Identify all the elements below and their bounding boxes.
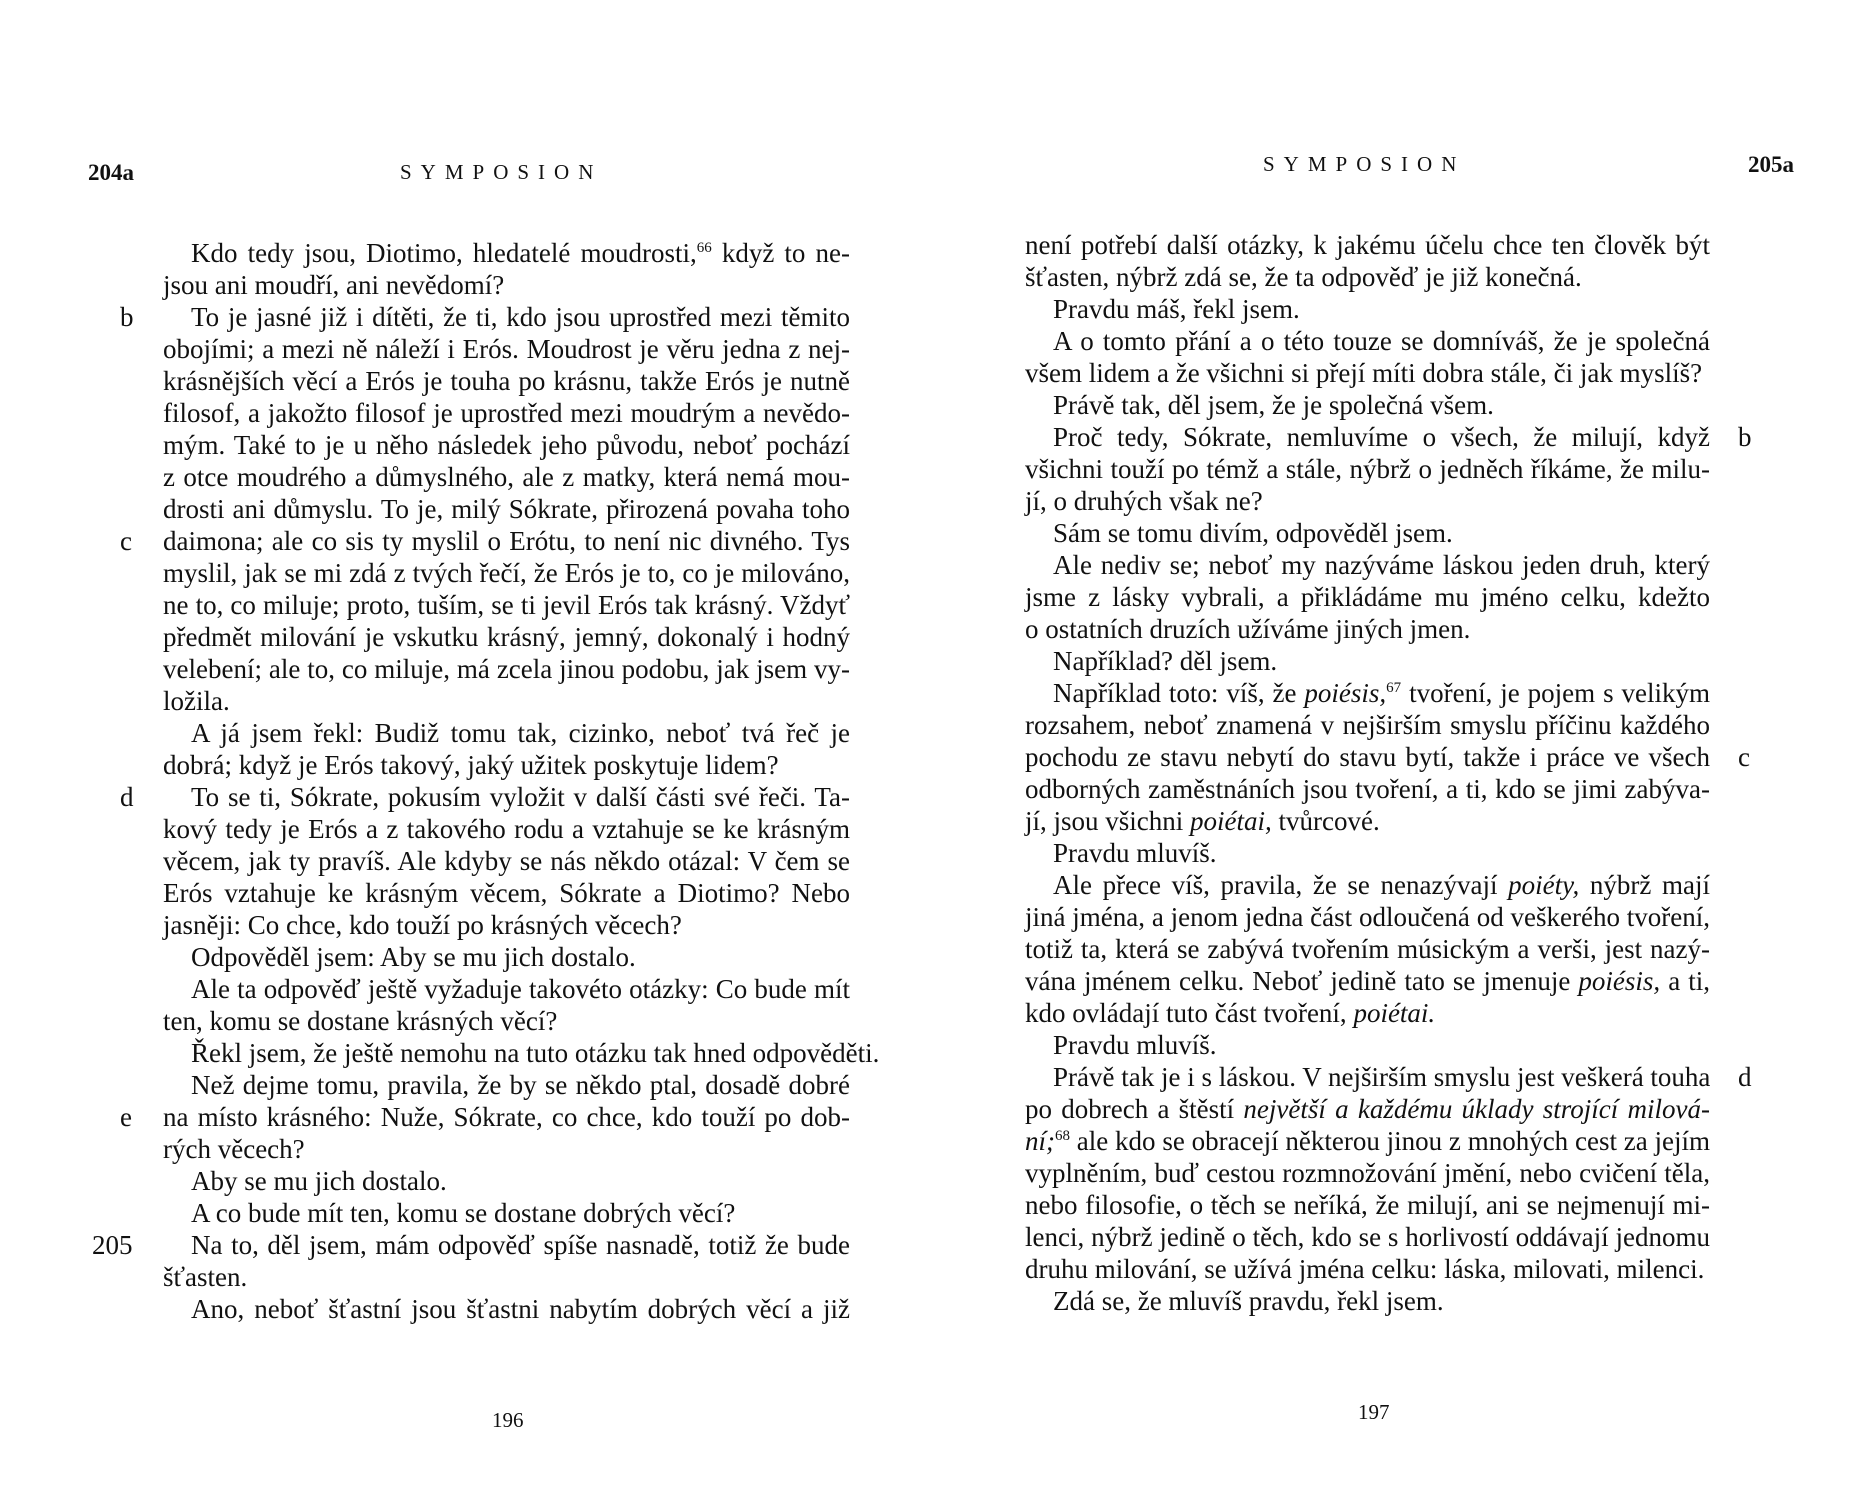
text-line: vána jménem celku. Neboť jedině tato se jmenuje poiésis, a ti,	[1025, 966, 1710, 996]
running-title: SYMPOSION	[1263, 152, 1466, 176]
text-line: rých věcech?	[163, 1134, 305, 1164]
text-line: jasněji: Co chce, kdo touží po krásných věcech?	[163, 910, 682, 940]
text-line: mým. Také to je u něho následek jeho původu, neboť pochází	[163, 430, 850, 460]
text-line: ten, komu se dostane krásných věcí?	[163, 1006, 558, 1036]
text-line: Erós vztahuje ke krásným věcem, Sókrate a Diotimo? Nebo	[163, 878, 850, 908]
text-line: Na to, děl jsem, mám odpověď spíše nasnadě, totiž že bude	[191, 1230, 850, 1260]
text-line: Aby se mu jich dostalo.	[191, 1166, 447, 1196]
text-line: Pravdu mluvíš.	[1053, 1030, 1217, 1060]
footnote-ref: 68	[1055, 1128, 1070, 1144]
text-line: nebo filosofie, o těch se neříká, že milují, ani se nejmenují mi-	[1025, 1190, 1710, 1220]
text-line: obojími; a mezi ně náleží i Erós. Moudrost je věru jedna z nej-	[163, 334, 850, 364]
margin-mark-b: b	[120, 302, 134, 332]
text-line: Ale přece víš, pravila, že se nenazývají poiéty, nýbrž mají	[1053, 870, 1710, 900]
text-line: není potřebí další otázky, k jakému účelu chce ten člověk být	[1025, 230, 1710, 260]
margin-mark-c: c	[120, 526, 132, 556]
text-line: šťasten, nýbrž zdá se, že ta odpověď je již konečná.	[1025, 262, 1582, 292]
text-line: jsou ani moudří, ani nevědomí?	[163, 270, 505, 300]
text-line: Proč tedy, Sókrate, nemluvíme o všech, že milují, když	[1053, 422, 1710, 452]
text-line: kdo ovládají tuto část tvoření, poiétai.	[1025, 998, 1436, 1028]
text-line: na místo krásného: Nuže, Sókrate, co chce, kdo touží po dob-	[163, 1102, 850, 1132]
left-page	[0, 0, 930, 1501]
text-line: kový tedy je Erós a z takového rodu a vztahuje se ke krásným	[163, 814, 850, 844]
text-line: lenci, nýbrž jedině o těch, kdo se s horlivostí oddávají jednomu	[1025, 1222, 1710, 1252]
text-line: Ale ta odpověď ještě vyžaduje takovéto otázky: Co bude mít	[191, 974, 850, 1004]
text-line: Než dejme tomu, pravila, že by se někdo ptal, dosadě dobré	[191, 1070, 850, 1100]
text-line: po dobrech a štěstí největší a každému úklady strojící milová-	[1025, 1094, 1710, 1124]
text-line: daimona; ale co sis ty myslil o Erótu, to není nic divného. Tys	[163, 526, 850, 556]
text-line: Odpověděl jsem: Aby se mu jich dostalo.	[191, 942, 636, 972]
text-line: Pravdu mluvíš.	[1053, 838, 1217, 868]
text-line: dobrá; když je Erós takový, jaký užitek poskytuje lidem?	[163, 750, 779, 780]
margin-mark-205: 205	[92, 1230, 133, 1260]
text-line: pochodu ze stavu nebytí do stavu bytí, takže i práce ve všech	[1025, 742, 1710, 772]
text-line: Například toto: víš, že poiésis,$^{67}$ tvoření, je pojem s velikým	[1053, 678, 1710, 708]
running-title: SYMPOSION	[400, 160, 603, 184]
text-line: myslil, jak se mi zdá z tvých řečí, že Erós je to, co je milováno,	[163, 558, 850, 588]
text-line: jiná jména, a jenom jedna část odloučená od veškerého tvoření,	[1025, 902, 1710, 932]
stephanus-number: 205a	[1748, 152, 1794, 177]
text-line: ní;$^{68}$ ale kdo se obracejí některou jinou z mnohých cest za jejím	[1025, 1126, 1710, 1156]
text-line: všem lidem a že všichni si přejí míti dobra stále, či jak myslíš?	[1025, 358, 1703, 388]
text-line: všichni touží po témž a stále, nýbrž o jedněch říkáme, že milu-	[1025, 454, 1710, 484]
text-line: A co bude mít ten, komu se dostane dobrých věcí?	[191, 1198, 736, 1228]
page-number: 196	[492, 1408, 524, 1432]
stephanus-number: 204a	[88, 160, 134, 185]
text-line: Například? děl jsem.	[1053, 646, 1278, 676]
footnote-ref: 66	[696, 240, 712, 256]
margin-mark-e: e	[120, 1102, 132, 1132]
right-text-block	[1025, 229, 1710, 1319]
text-line: rozsahem, neboť znamená v nejširším smyslu příčinu každého	[1025, 710, 1710, 740]
left-text-block	[163, 237, 880, 1327]
text-line: Ale nediv se; neboť my nazýváme láskou jeden druh, který	[1053, 550, 1710, 580]
text-line: Řekl jsem, že ještě nemohu na tuto otázku tak hned odpověděti.	[191, 1038, 880, 1068]
footnote-ref: 67	[1386, 680, 1402, 696]
text-line: To se ti, Sókrate, pokusím vyložit v další části své řeči. Ta-	[191, 782, 850, 812]
text-line: z otce moudrého a důmyslného, ale z matky, která nemá mou-	[163, 462, 850, 492]
text-line: ložila.	[163, 686, 230, 716]
margin-mark-c: c	[1738, 742, 1750, 772]
text-line: Sám se tomu divím, odpověděl jsem.	[1053, 518, 1453, 548]
text-line: krásnějších věcí a Erós je touha po krásnu, takže Erós je nutně	[163, 366, 850, 396]
text-line: ne to, co miluje; proto, tuším, se ti jevil Erós tak krásný. Vždyť	[163, 590, 850, 620]
text-line: jí, o druhých však ne?	[1025, 486, 1263, 516]
text-line: šťasten.	[163, 1262, 248, 1292]
margin-mark-d: d	[120, 782, 134, 812]
text-line: věcem, jak ty pravíš. Ale kdyby se nás někdo otázal: V čem se	[163, 846, 850, 876]
text-line: jsme z lásky vybrali, a přikládáme mu jméno celku, kdežto	[1025, 582, 1710, 612]
margin-mark-d: d	[1738, 1062, 1752, 1092]
text-line: drosti ani důmyslu. To je, milý Sókrate, přirozená povaha toho	[163, 494, 850, 524]
margin-mark-b: b	[1738, 422, 1752, 452]
text-line: Kdo tedy jsou, Diotimo, hledatelé moudrosti,$^{66}$ když to ne-	[191, 238, 850, 268]
text-line: Zdá se, že mluvíš pravdu, řekl jsem.	[1053, 1286, 1444, 1316]
text-line: To je jasné již i dítěti, že ti, kdo jsou uprostřed mezi těmito	[191, 302, 850, 332]
text-line: vyplněním, buď cestou rozmnožování jmění, nebo cvičení těla,	[1025, 1158, 1710, 1188]
text-line: A já jsem řekl: Budiž tomu tak, cizinko, neboť tvá řeč je	[191, 718, 850, 748]
text-line: totiž ta, která se zabývá tvořením músickým a verši, jest nazý-	[1025, 934, 1710, 964]
right-page	[930, 0, 1862, 1501]
text-line: Právě tak je i s láskou. V nejširším smyslu jest veškerá touha	[1053, 1062, 1711, 1092]
text-line: odborných zaměstnáních jsou tvoření, a ti, kdo se jimi zabýva-	[1025, 774, 1710, 804]
text-line: Právě tak, děl jsem, že je společná všem.	[1053, 390, 1494, 420]
text-line: druhu milování, se užívá jména celku: láska, milovati, milenci.	[1025, 1254, 1705, 1284]
text-line: Ano, neboť šťastní jsou šťastni nabytím dobrých věcí a již	[191, 1294, 850, 1324]
text-line: předmět milování je vskutku krásný, jemný, dokonalý i hodný	[163, 622, 850, 652]
text-line: o ostatních druzích užíváme jiných jmen.	[1025, 614, 1471, 644]
text-line: velebení; ale to, co miluje, má zcela jinou podobu, jak jsem vy-	[163, 654, 850, 684]
page-number: 197	[1358, 1400, 1390, 1424]
text-line: filosof, a jakožto filosof je uprostřed mezi moudrým a nevědo-	[163, 398, 850, 428]
text-line: A o tomto přání a o této touze se domníváš, že je společná	[1053, 326, 1710, 356]
text-line: Pravdu máš, řekl jsem.	[1053, 294, 1300, 324]
text-line: jí, jsou všichni poiétai, tvůrcové.	[1025, 806, 1380, 836]
